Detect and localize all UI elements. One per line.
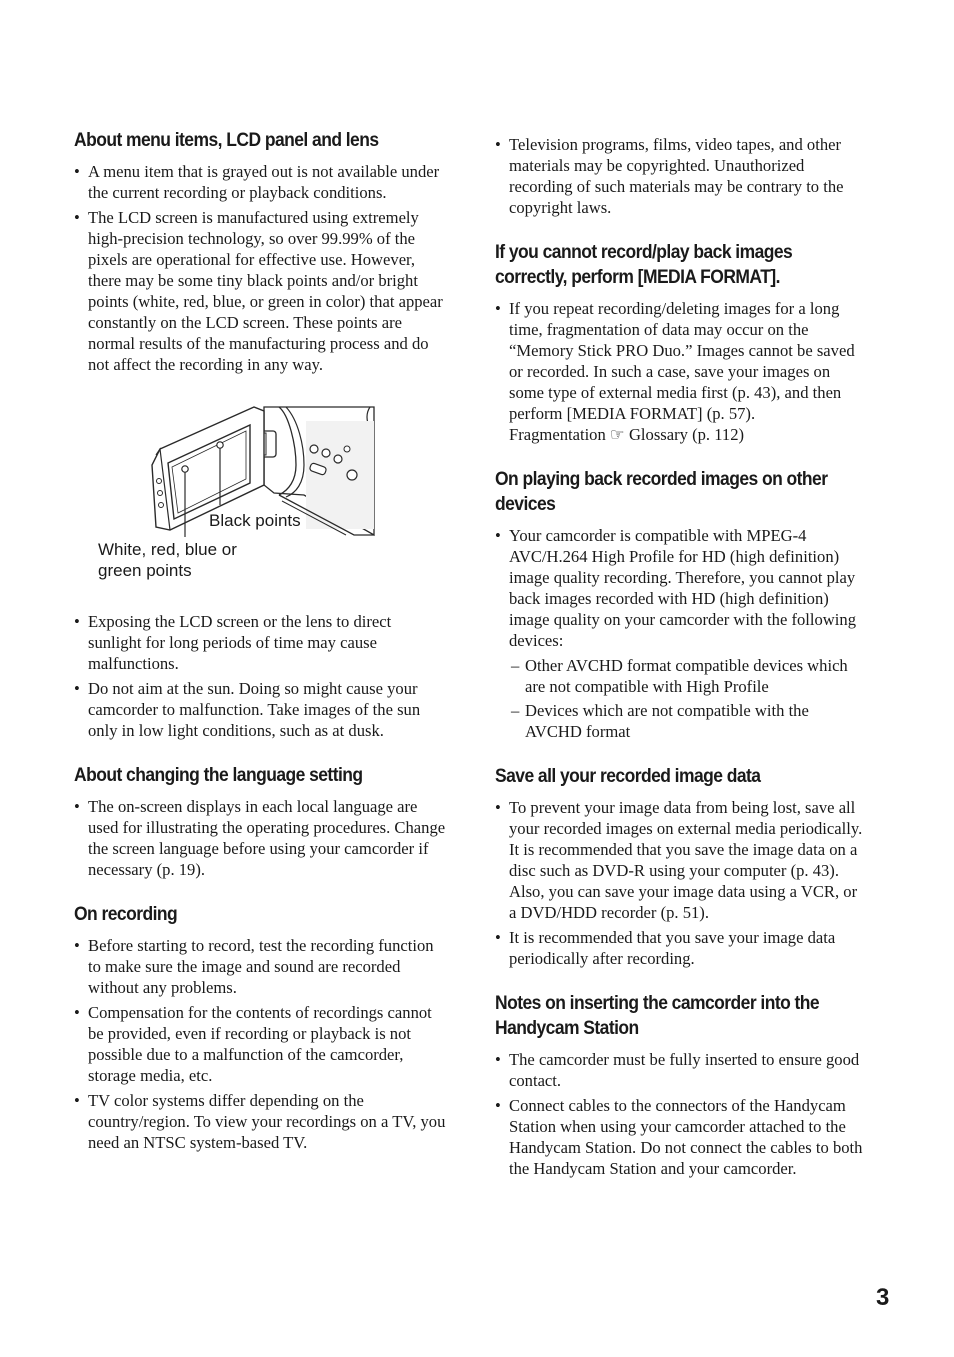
- section-language-setting: [74, 763, 446, 880]
- list-item-text: • To prevent your image data from being lost, save all your recorded images on external media periodically. It is recommended that you save the image data on a disc such as DVD-R using your computer (p. 43).: [509, 798, 863, 880]
- heading-save-data: Save all your recorded image data: [495, 766, 761, 787]
- bullet-list: [74, 796, 446, 880]
- bullet-list: [495, 134, 867, 218]
- list-item: • The on-screen displays in each local language are used for illustrating the operating procedures. Change the screen language before using your camcorder if necessary (p. 19).: [74, 796, 446, 880]
- list-item: • It is recommended that you save your image data periodically after recording.: [495, 927, 867, 969]
- section-on-recording: [74, 902, 446, 1153]
- heading-handycam-station: Notes on inserting the camcorder into the Handycam Station: [495, 993, 820, 1039]
- page-number: 3: [876, 1284, 890, 1311]
- list-item: • Exposing the LCD screen or the lens to direct sunlight for long periods of time may cause malfunctions.: [74, 611, 446, 674]
- list-item: [495, 525, 867, 742]
- list-item-text: • Your camcorder is compatible with MPEG-4 AVC/H.264 High Profile for HD (high definition) image quality recording. Therefore, you cannot play back images recorded with HD (high definition) image quality on your camcorder with the following devices:: [509, 526, 856, 650]
- list-item-text: • If you repeat recording/deleting images for a long time, fragmentation of data may occur on the “Memory Stick PRO Duo.” Images cannot be saved or recorded. In such a case, save your images on some type of external media first (p. 43), and then perform [MEDIA FORMAT] (p. 57).: [509, 299, 855, 423]
- list-item: • TV color systems differ depending on the country/region. To view your recordings on a TV, you need an NTSC system-based TV.: [74, 1090, 446, 1153]
- list-item: • Compensation for the contents of recordings cannot be provided, even if recording or playback is not possible due to a malfunction of the camcorder, storage media, etc.: [74, 1002, 446, 1086]
- list-item: [495, 797, 867, 923]
- section-menu-lcd-lens: [74, 128, 446, 375]
- bullet-list: [495, 298, 867, 445]
- list-item: • Connect cables to the connectors of the Handycam Station when using your camcorder attached to the Handycam Station. Do not connect the cables to both the Handycam Station and your camcorder.: [495, 1095, 867, 1179]
- list-item: • Do not aim at the sun. Doing so might cause your camcorder to malfunction. Take images of the sun only in low light conditions, such as at dusk.: [74, 678, 446, 741]
- bullet-list: [495, 525, 867, 742]
- list-item-text-extra: Also, you can save your image data using a VCR, or a DVD/HDD recorder (p. 51).: [509, 882, 858, 922]
- list-item: [495, 298, 867, 445]
- bullet-list: [495, 797, 867, 969]
- heading-other-devices: On playing back recorded images on other devices: [495, 469, 828, 515]
- heading-menu-lcd-lens: About menu items, LCD panel and lens: [74, 130, 379, 151]
- list-item: • Before starting to record, test the recording function to make sure the image and sound are recorded without any problems.: [74, 935, 446, 998]
- section-handycam-station: [495, 991, 867, 1179]
- left-column: [74, 128, 446, 1175]
- heading-language-setting: About changing the language setting: [74, 765, 363, 786]
- dash-list-item: – Devices which are not compatible with the AVCHD format: [509, 700, 867, 742]
- lcd-figure: [74, 385, 446, 609]
- bullet-list: [74, 161, 446, 375]
- bullet-list: [495, 1049, 867, 1179]
- section-sunlight: [74, 611, 446, 741]
- list-item: • A menu item that is grayed out is not available under the current recording or playback conditions.: [74, 161, 446, 203]
- heading-media-format: If you cannot record/play back images correctly, perform [MEDIA FORMAT].: [495, 242, 793, 288]
- section-copyright: [495, 134, 867, 218]
- list-item: • Television programs, films, video tapes, and other materials may be copyrighted. Unauthorized recording of such materials may be contrary to the copyright laws.: [495, 134, 867, 218]
- bullet-list: [74, 611, 446, 741]
- bullet-list: [74, 935, 446, 1153]
- list-item: • The camcorder must be fully inserted to ensure good contact.: [495, 1049, 867, 1091]
- color-points-label: White, red, blue or green points: [98, 540, 237, 580]
- list-item: • The LCD screen is manufactured using extremely high-precision technology, so over 99.99% of the pixels are operational for effective use. However, there may be some tiny black points and/or bright points (white, red, blue, or green in color) that appear constantly on the LCD screen. These points are normal results of the manufacturing process and do not affect the recording in any way.: [74, 207, 446, 375]
- heading-on-recording: On recording: [74, 904, 178, 925]
- section-save-data: [495, 764, 867, 969]
- right-column: [495, 134, 867, 1201]
- glossary-reference: Fragmentation ☞ Glossary (p. 112): [509, 425, 745, 444]
- dash-list-item: – Other AVCHD format compatible devices which are not compatible with High Profile: [509, 655, 867, 697]
- dash-list: [509, 655, 867, 742]
- section-other-devices: [495, 467, 867, 742]
- black-points-label: Black points: [209, 511, 301, 530]
- section-media-format: [495, 240, 867, 445]
